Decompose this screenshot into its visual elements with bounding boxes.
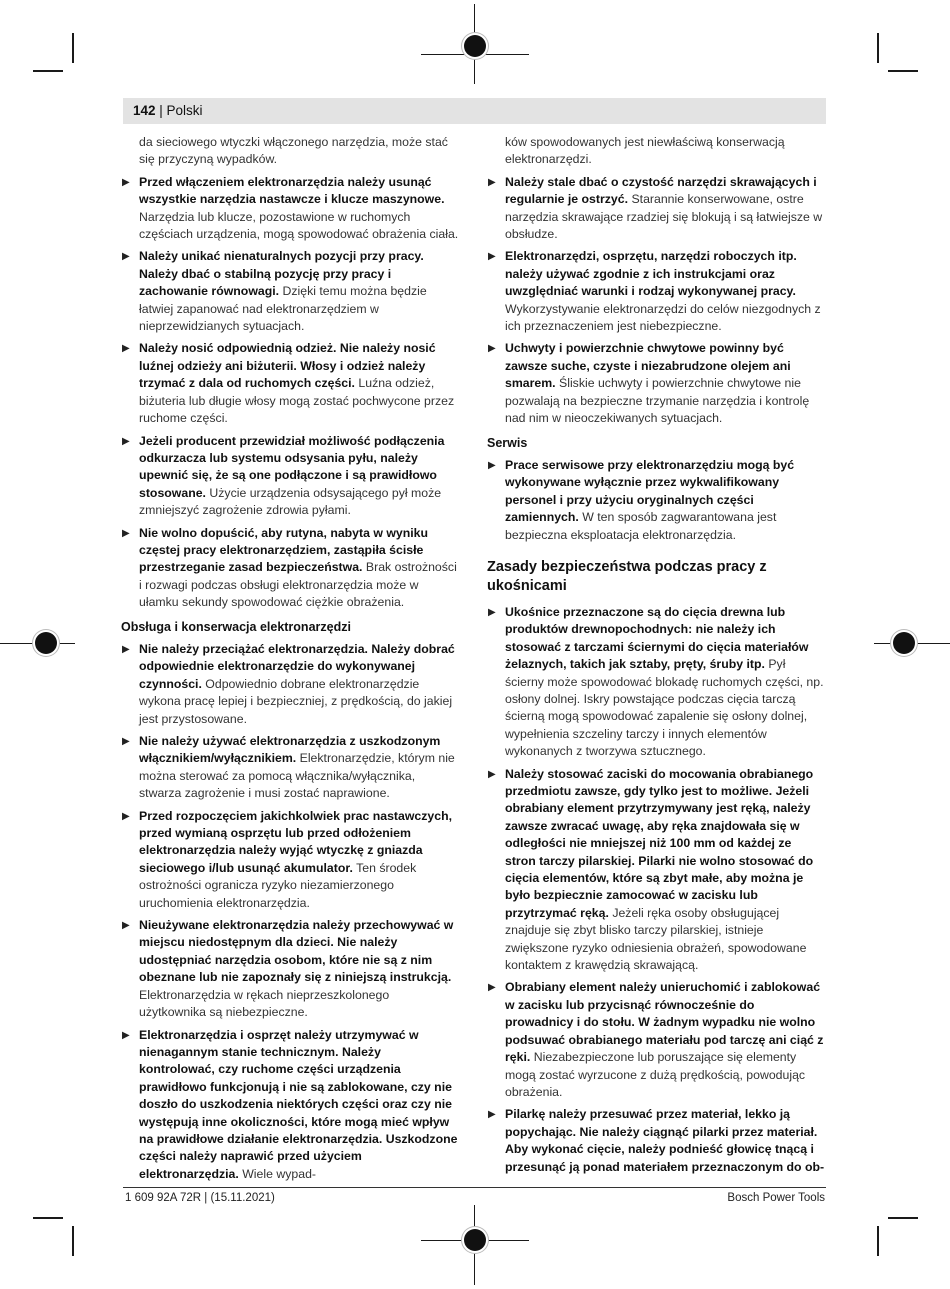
safety-list [487,457,825,544]
registration-dot [35,632,57,654]
safety-list [487,604,825,1176]
crop-mark [877,1226,879,1256]
bullet-arrow-icon: ▶ [488,251,496,263]
bullet-arrow-icon: ▶ [488,982,496,994]
bullet-warning-text: Prace serwisowe przy elektronarzędziu mogą być wykonywane wyłącznie przez wykwalifikowany personel i przy użyciu oryginalnych części zamiennych. [505,457,795,525]
safety-bullet-item [121,917,459,1021]
crop-mark [72,1226,74,1256]
safety-bullet-item [487,979,825,1101]
bullet-arrow-icon: ▶ [488,1109,496,1121]
page-number: 142 [133,103,156,118]
bullet-explanation-text: Narzędzia lub klucze, pozostawione w ruchomych częściach urządzenia, mogą spowodować obrażenia ciała. [139,209,459,242]
bullet-explanation-text: Niezabezpieczone lub poruszające się elementy mogą zostać wyrzucone z dużą prędkością, powodując obrażenia. [505,1050,806,1099]
continued-text: ków spowodowanych jest niewłaściwą konserwacją elektronarzędzi. [505,135,785,167]
crop-mark [33,1217,63,1219]
safety-bullet-item [487,766,825,975]
bullet-arrow-icon: ▶ [122,251,130,263]
registration-dot [893,632,915,654]
document-code: 1 609 92A 72R | (15.11.2021) [125,1192,275,1204]
bullet-warning-text: Nie należy używać elektronarzędzia z uszkodzonym włącznikiem/wyłącznikiem. [139,734,441,766]
bullet-warning-text: Należy stale dbać o czystość narzędzi skrawających i regularnie je ostrzyć. [505,174,817,207]
bullet-arrow-icon: ▶ [122,1029,130,1041]
bullet-explanation-text: Odpowiednio dobrane elektronarzędzie wykona pracę lepiej i bezpieczniej, z prędkością, do jakiej jest przystosowane. [139,676,453,726]
bullet-explanation-text: Jeżeli ręka osoby obsługującej znajduje się zbyt blisko tarczy pilarskiej, istnieje zwiększone ryzyko odniesienia obrażeń, spowodowane kontaktem z krawędzią skrawającą. [505,905,807,973]
bullet-warning-text: Ukośnice przeznaczone są do cięcia drewna lub produktów drewnopochodnych: nie należy ich stosować z tarczami ściernymi do cięcia materiałów żelaznych, takich jak sztaby, pręty, śruby itp. [505,604,809,672]
bullet-arrow-icon: ▶ [122,920,130,932]
crop-mark [888,70,918,72]
bullet-explanation-text: W ten sposób zagwarantowana jest bezpieczna eksploatacja elektronarzędzia. [505,510,777,542]
safety-bullet-item [121,248,459,335]
bullet-warning-text: Pilarkę należy przesuwać przez materiał, lekko ją popychając. Nie należy ciągnąć pilarki przez materiał. Aby wykonać cięcie, należy podnieść głowicę tnącą i przesunąć ją ponad materiałem przeznaczonym do ob- [505,1107,825,1174]
bullet-warning-text: Obrabiany element należy unieruchomić i zablokować w zacisku lub przycisnąć równocześnie do prowadnicy i do stołu. W żadnym wypadku nie wolno podsuwać obrabianego materiału pod tarczę ani ciąć z ręki. [505,980,824,1065]
safety-bullet-item [487,1106,825,1176]
safety-bullet-item [121,1027,459,1184]
footer-rule [123,1187,826,1188]
safety-bullet-item [121,733,459,803]
bullet-arrow-icon: ▶ [488,768,496,780]
bullet-arrow-icon: ▶ [488,176,496,188]
bullet-explanation-text: Ten środek ostrożności ogranicza ryzyko niezamierzonego uruchomienia elektronarzędzia. [139,860,417,910]
left-column [121,134,459,1188]
bullet-explanation-text: Wykorzystywanie elektronarzędzi do celów niezgodnych z ich przeznaczeniem jest niebezpieczne. [505,301,821,334]
subheading-service: Serwis [487,435,528,450]
bullet-arrow-icon: ▶ [488,343,496,355]
safety-list [121,641,459,1183]
bullet-explanation-text: Użycie urządzenia odsysającego pył może zmniejszyć zagrożenie zdrowia pyłami. [139,485,442,518]
safety-bullet-item [487,174,825,244]
bullet-warning-text: Uchwyty i powierzchnie chwytowe powinny być zawsze suche, czyste i niezabrudzone olejem ani smarem. [505,341,791,391]
section-heading: Zasady bezpieczeństwa podczas pracy z ukośnicami [487,558,767,594]
safety-bullet-item [121,808,459,912]
safety-bullet-item [487,604,825,761]
crop-mark [72,33,74,63]
safety-bullet-item [121,174,459,244]
bullet-warning-text: Należy nosić odpowiednią odzież. Nie należy nosić luźnej odzieży ani biżuterii. Włosy i odzież należy trzymać z dala od ruchomych części. [139,341,436,391]
bullet-arrow-icon: ▶ [122,643,130,655]
bullet-warning-text: Nie należy przeciążać elektronarzędzia. Należy dobrać odpowiednie elektronarzędzie do wykonywanej czynności. [139,641,455,691]
bullet-explanation-text: Śliskie uchwyty i powierzchnie chwytowe nie pozwalają na bezpieczne trzymanie narzędzia i kontrolę nad nim w nieoczekiwanych sytuacjach. [505,376,810,426]
safety-bullet-item [121,525,459,612]
bullet-arrow-icon: ▶ [488,459,496,471]
bullet-warning-text: Elektronarzędzi, osprzętu, narzędzi roboczych itp. należy używać zgodnie z ich instrukcjami oraz uwzględniać warunki i rodzaj wykonywanej pracy. [505,249,797,299]
bullet-arrow-icon: ▶ [122,176,130,188]
bullet-explanation-text: Starannie konserwowane, ostre narzędzia skrawające rzadziej się blokują i są łatwiejsze w obsłudze. [505,192,823,242]
bullet-explanation-text: Pył ścierny może spowodować blokadę ruchomych części, np. osłony dolnej. Iskry powstające podczas cięcia tarczą ścierną mogą spowodować zapalenie się osłony dolnej, wypełnienia szczeliny tarczy i innych elementów wykonanych z tworzywa sztucznego. [505,657,824,759]
bullet-arrow-icon: ▶ [122,527,130,539]
crop-mark [888,1217,918,1219]
bullet-explanation-text: Dzięki temu można będzie łatwiej zapanować nad elektronarzędziem w nieprzewidzianych sytuacjach. [139,284,427,334]
safety-bullet-item [487,248,825,335]
bullet-warning-text: Należy unikać nienaturalnych pozycji przy pracy. Należy dbać o stabilną pozycję przy pracy i zachowanie równowagi. [139,249,424,299]
bullet-arrow-icon: ▶ [122,435,130,447]
bullet-warning-text: Jeżeli producent przewidział możliwość podłączenia odkurzacza lub systemu odsysania pyłu, należy upewnić się, że są one podłączone i są prawidłowo stosowane. [139,433,445,500]
bullet-warning-text: Nieużywane elektronarzędzia należy przechowywać w miejscu niedostępnym dla dzieci. Nie należy udostępniać narzędzia osobom, które nie są z nim obeznane lub nie zapoznały się z niniejszą instrukcją. [139,918,454,985]
subheading-maintenance: Obsługa i konserwacja elektronarzędzi [121,619,351,634]
safety-bullet-item [121,340,459,427]
bullet-explanation-text: Elektronarzędzie, którym nie można sterować za pomocą włącznika/wyłącznika, stwarza zagrożenie i musi zostać naprawione. [139,751,455,801]
bullet-warning-text: Należy stosować zaciski do mocowania obrabianego przedmiotu zawsze, gdy tylko jest to możliwe. Jeżeli obrabiany element przytrzymywany jest ręką, należy zawsze zwracać uwagę, aby ręka znajdowała się w odległości nie mniejszej niż 100 mm od każdej ze stron tarczy pilarskiej. Pilarki nie wolno stosować do cięcia elementów, które są zbyt małe, aby można je było bezpiecznie zamocować w zacisku lub przytrzymać ręką. [505,766,814,920]
safety-bullet-item [121,641,459,728]
bullet-arrow-icon: ▶ [122,810,130,822]
bullet-explanation-text: Luźna odzież, biżuteria lub długie włosy mogą zostać pochwycone przez ruchome części. [139,376,455,426]
header-language: Polski [166,103,203,118]
header-separator: | [155,103,167,118]
bullet-arrow-icon: ▶ [488,606,496,618]
bullet-warning-text: Nie wolno dopuścić, aby rutyna, nabyta w wyniku częstej pracy elektronarzędziem, zastąpiła ścisłe przestrzeganie zasad bezpieczeństwa. [139,525,429,575]
registration-dot [464,1229,486,1251]
bullet-arrow-icon: ▶ [122,736,130,747]
bullet-warning-text: Elektronarzędzia i osprzęt należy utrzymywać w nienagannym stanie technicznym. Należy kontrolować, czy ruchome części urządzenia prawidłowo funkcjonują i nie są zablokowane, czy nie doszło do uszkodzenia niektórych części oraz czy nie występują inne okoliczności, które mogą mieć wpływ na prawidłowe działanie elektronarzędzia. Uszkodzone części należy naprawić przed użyciem elektronarzędzia. [139,1027,458,1181]
safety-bullet-item [487,457,825,544]
bullet-explanation-text: Brak ostrożności i rozwagi podczas obsługi elektronarzędzia może w ułamku sekundy spowodować ciężkie obrażenia. [139,560,457,610]
brand-name: Bosch Power Tools [727,1192,825,1204]
page-header-bar [123,98,826,124]
safety-list [487,174,825,428]
right-column [487,134,825,1181]
bullet-explanation-text: Wiele wypad- [238,1166,317,1181]
safety-bullet-item [487,340,825,427]
bullet-explanation-text: Elektronarzędzia w rękach nieprzeszkolonego użytkownika są niebezpieczne. [139,987,390,1020]
bullet-warning-text: Przed włączeniem elektronarzędzia należy usunąć wszystkie narzędzia nastawcze i klucze maszynowe. [139,174,445,207]
registration-dot [464,35,486,57]
safety-bullet-item [121,433,459,520]
bullet-arrow-icon: ▶ [122,343,130,355]
crop-mark [877,33,879,63]
bullet-warning-text: Przed rozpoczęciem jakichkolwiek prac nastawczych, przed wymianą osprzętu lub przed odłożeniem elektronarzędzia należy wyjąć wtyczkę z gniazda sieciowego i/lub usunąć akumulator. [139,808,453,875]
continued-text: da sieciowego wtyczki włączonego narzędzia, może stać się przyczyną wypadków. [139,135,448,167]
crop-mark [33,70,63,72]
page-header [133,103,203,118]
safety-list [121,174,459,612]
